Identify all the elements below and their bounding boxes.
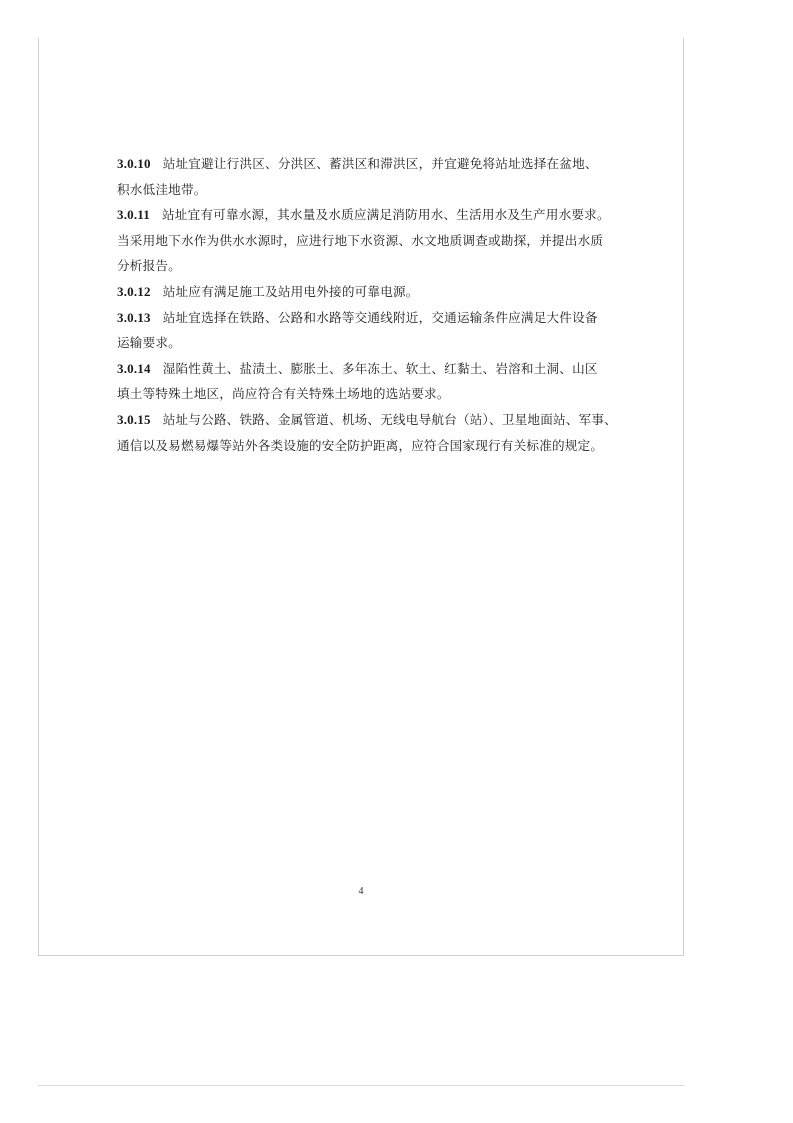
- clause-text: 湿陷性黄土、盐渍土、膨胀土、多年冻土、软土、红黏土、岩溶和土洞、山区: [162, 360, 598, 376]
- clause-text: 积水低洼地带。: [117, 181, 207, 197]
- clause-3-0-13: [117, 305, 613, 356]
- page-number: 4: [358, 886, 364, 897]
- clause-3-0-14: [117, 356, 613, 407]
- clause-text: 站址宜选择在铁路、公路和水路等交通线附近，交通运输条件应满足大件设备: [162, 309, 598, 325]
- page-divider: [38, 1085, 684, 1086]
- clause-3-0-12: [117, 279, 613, 305]
- clause-3-0-11: [117, 202, 613, 279]
- clause-text: 填土等特殊土地区，尚应符合有关特殊土场地的选站要求。: [117, 386, 450, 402]
- clause-list: [117, 151, 617, 458]
- clause-number: 3.0.10: [117, 156, 151, 171]
- clause-text: 站址宜避让行洪区、分洪区、蓄洪区和滞洪区，并宜避免将站址选择在盆地、: [162, 156, 598, 171]
- clause-text: 运输要求。: [117, 335, 181, 351]
- clause-number: 3.0.15: [117, 411, 151, 427]
- document-page: [38, 38, 684, 956]
- clause-text: 站址与公路、铁路、金属管道、机场、无线电导航台（站）、卫星地面站、军事、: [162, 411, 617, 427]
- clause-text: 通信以及易燃易爆等站外各类设施的安全防护距离，应符合国家现行有关标准的规定。: [117, 437, 604, 453]
- clause-3-0-10: [117, 151, 613, 202]
- clause-number: 3.0.14: [117, 360, 151, 376]
- clause-number: 3.0.13: [117, 309, 151, 325]
- clause-number: 3.0.11: [117, 207, 150, 223]
- clause-text: 当采用地下水作为供水水源时，应进行地下水资源、水文地质调查或勘探，并提出水质: [117, 232, 604, 248]
- clause-text: 分析报告。: [117, 258, 181, 274]
- clause-number: 3.0.12: [117, 283, 151, 299]
- clause-3-0-15: [117, 407, 617, 458]
- clause-text: 站址宜有可靠水源，其水量及水质应满足消防用水、生活用水及生产用水要求。: [161, 207, 610, 223]
- clause-text: 站址应有满足施工及站用电外接的可靠电源。: [162, 283, 419, 299]
